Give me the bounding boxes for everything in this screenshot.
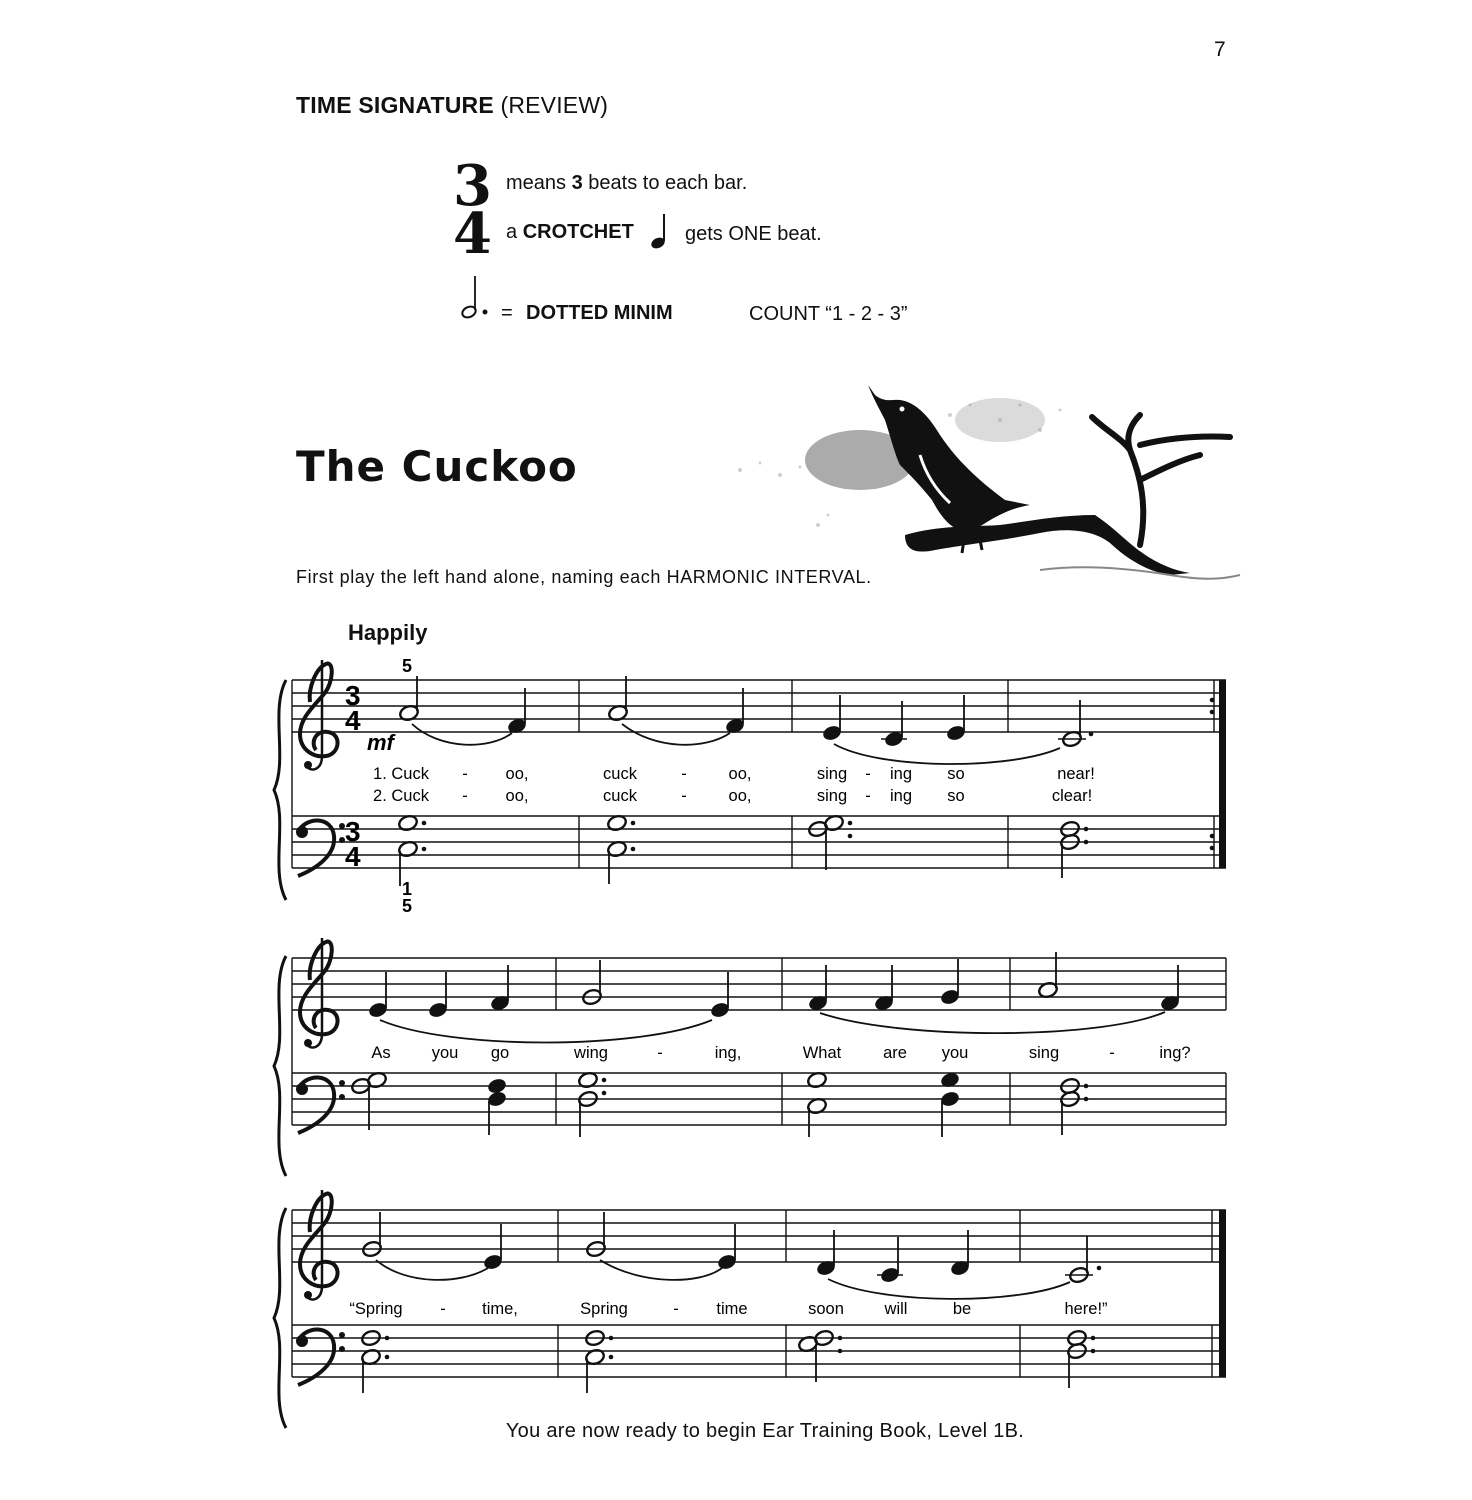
lyric-word: sing (816, 787, 848, 805)
footer-note: You are now ready to begin Ear Training Book, Level 1B. (505, 1420, 1025, 1442)
lyric-word: oo, (728, 787, 752, 805)
page-number: 7 (1214, 38, 1226, 61)
lyric-hyphen: - (462, 765, 468, 783)
ts-line2-post: gets ONE beat. (685, 223, 822, 245)
lyric-word: near! (1057, 765, 1095, 783)
lyric-hyphen: - (657, 1044, 663, 1062)
svg-text:4: 4 (345, 705, 361, 736)
dotted-minim-count: COUNT “1 - 2 - 3” (749, 303, 908, 325)
ts-line2-pre: a (506, 221, 523, 243)
lyric-word: oo, (728, 765, 752, 783)
lyric-word: cuck (603, 787, 637, 805)
lyric-word: clear! (1051, 787, 1093, 805)
rh-notes-system-3 (361, 1212, 1101, 1299)
lyric-hyphen: - (462, 787, 468, 805)
lyric-word: What (802, 1044, 842, 1062)
ts-line1-pre: means (506, 172, 572, 194)
lyric-word: ing (889, 765, 913, 783)
lyric-hyphen: - (865, 765, 871, 783)
lyric-hyphen: - (865, 787, 871, 805)
time-signature-top: 3 (453, 153, 492, 219)
system-2 (274, 938, 1226, 1176)
lyric-word: you (431, 1044, 459, 1062)
section-heading-bold: TIME SIGNATURE (296, 92, 494, 118)
lyric-hyphen: - (440, 1300, 446, 1318)
lyric-word: sing (1028, 1044, 1060, 1062)
lyric-word: As (371, 1044, 391, 1062)
lyric-word: ing? (1159, 1044, 1191, 1062)
lyric-word: time, (482, 1300, 518, 1318)
lyrics-line-3 (349, 1300, 1107, 1318)
fingering-rh: 5 (402, 656, 413, 676)
lyric-hyphen: - (681, 765, 687, 783)
lyrics-line-2 (371, 1044, 1190, 1062)
dotted-minim-equals: = (501, 302, 513, 324)
ts-line1-bold: 3 (571, 172, 583, 194)
lyric-word: you (941, 1044, 969, 1062)
lyric-word: are (883, 1044, 907, 1062)
rh-notes-system-1 (398, 676, 1093, 764)
lyric-word: oo, (505, 765, 529, 783)
lyric-word: “Spring (349, 1300, 403, 1318)
lyric-hyphen: - (673, 1300, 679, 1318)
system-1 (274, 656, 1226, 916)
lyric-word: 1. Cuck (373, 765, 429, 783)
lyric-word: time (716, 1300, 748, 1318)
lyric-word: so (947, 787, 965, 805)
lyric-word: will (884, 1300, 908, 1318)
play-instruction: First play the left hand alone, naming each HARMONIC INTERVAL. (296, 567, 872, 587)
lyric-word: wing (574, 1044, 608, 1062)
dotted-minim-name: DOTTED MINIM (526, 302, 673, 324)
system-3 (274, 1190, 1226, 1428)
svg-text:4: 4 (345, 841, 361, 872)
lyric-hyphen: - (681, 787, 687, 805)
ts-line1-post: beats to each bar. (582, 172, 748, 194)
lyric-word: ing (889, 787, 913, 805)
fingering-lh-bottom: 5 (402, 896, 413, 916)
lyric-word: be (952, 1300, 972, 1318)
bass-time-signature: 3 (345, 816, 361, 847)
lh-notes-system-2 (350, 1071, 1088, 1137)
lyric-word: Spring (580, 1300, 628, 1318)
section-heading-rest: (REVIEW) (493, 92, 609, 118)
lyric-hyphen: - (1109, 1044, 1115, 1062)
lyric-word: sing (816, 765, 848, 783)
lyric-word: 2. Cuck (373, 787, 429, 805)
fingering-lh-top: 1 (402, 879, 413, 899)
time-signature-bottom: 4 (453, 201, 492, 267)
lyric-word: oo, (505, 787, 529, 805)
lyric-word: here!” (1064, 1300, 1108, 1318)
ts-line2-bold: CROTCHET (522, 221, 634, 243)
treble-time-signature: 3 (345, 680, 361, 711)
song-title: The Cuckoo (296, 442, 578, 491)
lyric-word: go (490, 1044, 510, 1062)
lyric-word: soon (808, 1300, 844, 1318)
lyric-word: cuck (603, 765, 637, 783)
lh-notes-system-1 (397, 814, 1088, 886)
lyrics-verses (373, 765, 1095, 805)
lyric-word: so (947, 765, 965, 783)
dynamic-marking: mf (367, 730, 394, 755)
tempo-marking: Happily (348, 620, 428, 645)
lyric-word: ing, (714, 1044, 742, 1062)
